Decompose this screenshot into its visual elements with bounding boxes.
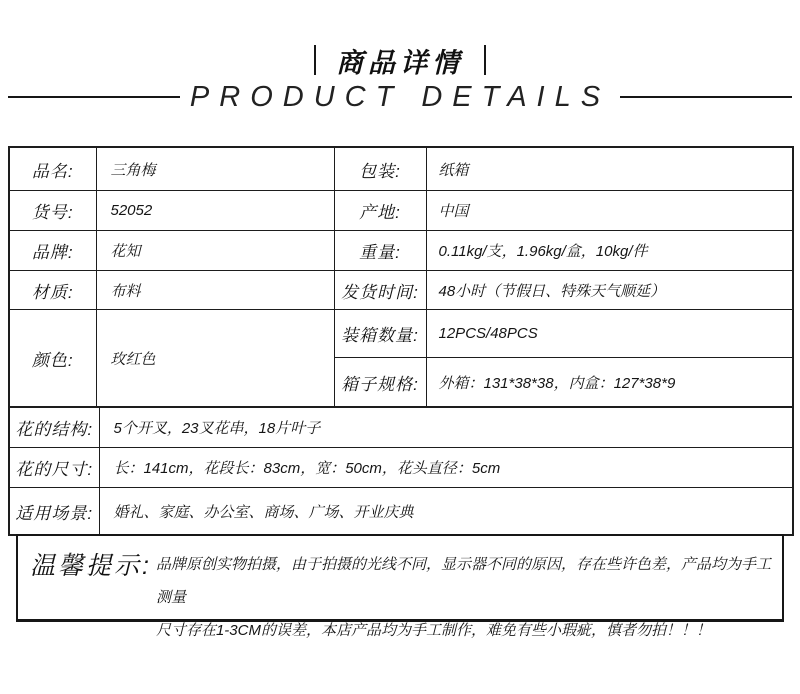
row-label: 花的结构:: [9, 407, 99, 448]
row-value: 长：141cm，花段长：83cm，宽：50cm，花头直径：5cm: [99, 448, 793, 488]
table-row: [9, 488, 793, 536]
row-label: 品牌:: [9, 231, 96, 271]
table-row: [9, 448, 793, 488]
tips-line-1: 品牌原创实物拍摄，由于拍摄的光线不同，显示器不同的原因，存在些许色差，产品均为手工测量: [155, 556, 771, 606]
row-value: 5个开叉，23叉花串，18片叶子: [99, 407, 793, 448]
tips-line-2: 尺寸存在1-3CM的误差，本店产品均为手工制作，难免有些小瑕疵，慎者勿拍！！！: [155, 622, 711, 639]
tips-label: 温馨提示:: [30, 552, 152, 580]
table-row: [9, 271, 793, 310]
cn-title-row: [0, 44, 800, 76]
tips-box: [16, 534, 784, 639]
table-row: [9, 231, 793, 271]
spec-tables: [8, 146, 792, 639]
row-label: 材质:: [9, 271, 96, 310]
row-value: 婚礼、家庭、办公室、商场、广场、开业庆典: [99, 488, 793, 536]
title-bar-left: [314, 45, 316, 75]
row-label: 品名:: [9, 147, 96, 191]
row-label: 花的尺寸:: [9, 448, 99, 488]
spec-table-bottom: [8, 406, 794, 536]
row-label: 重量:: [334, 231, 426, 271]
row-value: 玫红色: [96, 310, 334, 408]
row-label: 产地:: [334, 191, 426, 231]
row-value: 中国: [426, 191, 793, 231]
row-label: 包装:: [334, 147, 426, 191]
cn-title: 商品详情: [336, 47, 464, 78]
row-value: 48小时（节假日、特殊天气顺延）: [426, 271, 793, 310]
row-label: 装箱数量:: [334, 310, 426, 358]
row-label: 适用场景:: [9, 488, 99, 536]
row-value: 52052: [96, 191, 334, 231]
row-label: 货号:: [9, 191, 96, 231]
row-label: 发货时间:: [334, 271, 426, 310]
table-row: [9, 407, 793, 448]
row-value: 0.11kg/支，1.96kg/盒，10kg/件: [426, 231, 793, 271]
spec-table-top: [8, 146, 794, 408]
table-row: [9, 191, 793, 231]
table-row: [9, 310, 793, 358]
row-value: 纸箱: [426, 147, 793, 191]
row-value: 花知: [96, 231, 334, 271]
row-value: 三角梅: [96, 147, 334, 191]
table-row: [9, 147, 793, 191]
title-bar-right: [484, 45, 486, 75]
row-value: 外箱：131*38*38，内盒：127*38*9: [426, 358, 793, 408]
en-title: PRODUCT DETAILS: [180, 82, 620, 112]
tips-text: [156, 536, 782, 647]
row-value: 布料: [96, 271, 334, 310]
row-label: 箱子规格:: [334, 358, 426, 408]
product-details-page: [0, 44, 800, 694]
row-value: 12PCS/48PCS: [426, 310, 793, 358]
en-title-row: [8, 82, 792, 112]
row-label: 颜色:: [9, 310, 96, 408]
